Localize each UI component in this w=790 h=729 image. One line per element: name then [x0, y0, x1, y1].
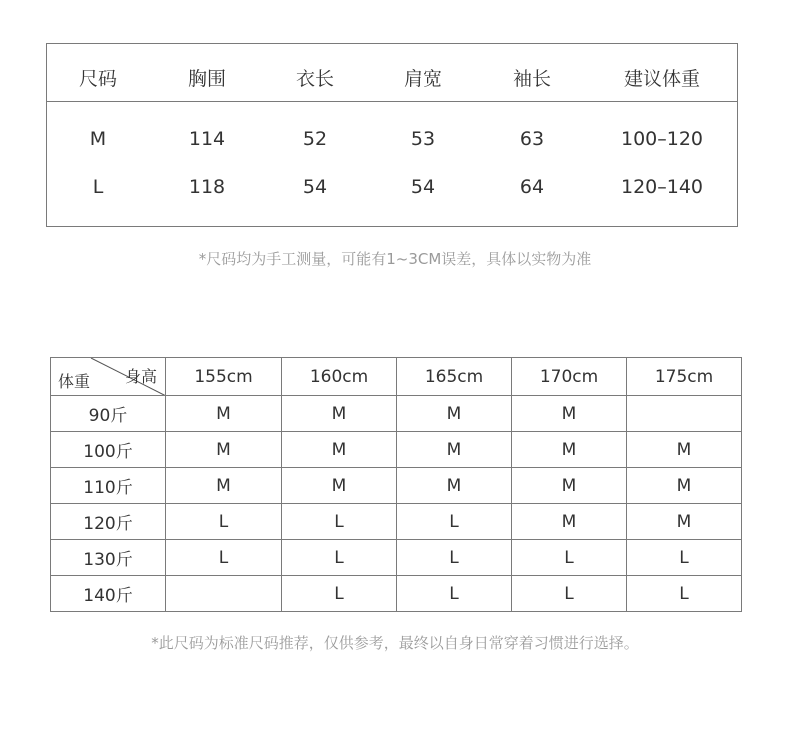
header-weight: 建议体重: [623, 68, 700, 90]
size-recommendation: M: [397, 396, 512, 432]
height-header: 170cm: [512, 358, 627, 396]
size-recommendation: L: [166, 504, 282, 540]
size-recommendation: L: [397, 576, 512, 612]
weight-height-note: *此尺码为标准尺码推荐，仅供参考，最终以自身日常穿着习惯进行选择。: [151, 634, 639, 652]
size-recommendation: L: [397, 504, 512, 540]
weight-row: [51, 432, 742, 468]
size-recommendation: L: [282, 504, 397, 540]
size-recommendation: M: [282, 396, 397, 432]
size-cell: 63: [519, 128, 545, 150]
size-recommendation: L: [627, 576, 742, 612]
size-chart: [46, 43, 738, 227]
size-cell: 114: [188, 128, 226, 150]
size-cell: 52: [302, 128, 328, 150]
corner-weight-label: 体重: [58, 372, 91, 391]
corner-height-label: 身高: [124, 367, 157, 386]
size-cell: 64: [519, 176, 545, 198]
size-recommendation: M: [166, 468, 282, 504]
size-recommendation: M: [627, 468, 742, 504]
size-cell: 54: [410, 176, 436, 198]
height-header: 160cm: [282, 358, 397, 396]
header-size: 尺码: [78, 68, 117, 90]
size-cell: 118: [188, 176, 226, 198]
weight-height-chart: [50, 357, 742, 612]
size-cell: L: [92, 176, 104, 198]
size-recommendation: M: [397, 468, 512, 504]
weight-row: [51, 504, 742, 540]
header-length: 衣长: [295, 68, 334, 90]
weight-label: 100斤: [51, 432, 166, 468]
weight-row: [51, 540, 742, 576]
size-recommendation: M: [627, 432, 742, 468]
size-recommendation: L: [397, 540, 512, 576]
size-recommendation: L: [512, 540, 627, 576]
height-header: 175cm: [627, 358, 742, 396]
height-header: 155cm: [166, 358, 282, 396]
weight-row: [51, 396, 742, 432]
weight-label: 130斤: [51, 540, 166, 576]
header-shoulder: 肩宽: [403, 68, 442, 90]
size-recommendation: M: [512, 504, 627, 540]
size-cell: M: [89, 128, 107, 150]
weight-label: 140斤: [51, 576, 166, 612]
size-recommendation: M: [166, 396, 282, 432]
height-header-row: [51, 358, 742, 396]
size-cell: 54: [302, 176, 328, 198]
weight-label: 120斤: [51, 504, 166, 540]
size-recommendation: M: [627, 504, 742, 540]
size-recommendation: M: [512, 468, 627, 504]
size-recommendation: L: [166, 540, 282, 576]
weight-row: [51, 576, 742, 612]
size-recommendation: M: [512, 396, 627, 432]
size-recommendation: [166, 576, 282, 612]
header-chest: 胸围: [187, 68, 226, 90]
size-recommendation: L: [282, 576, 397, 612]
weight-row: [51, 468, 742, 504]
weight-label: 110斤: [51, 468, 166, 504]
weight-label: 90斤: [51, 396, 166, 432]
size-cell: 100–120: [620, 128, 704, 150]
size-recommendation: M: [282, 432, 397, 468]
size-chart-note: *尺码均为手工测量，可能有1~3CM误差，具体以实物为准: [198, 250, 592, 268]
size-recommendation: L: [282, 540, 397, 576]
size-recommendation: [627, 396, 742, 432]
size-recommendation: M: [397, 432, 512, 468]
corner-cell: [51, 358, 166, 396]
size-cell: 120–140: [620, 176, 704, 198]
height-header: 165cm: [397, 358, 512, 396]
header-sleeve: 袖长: [512, 68, 551, 90]
size-recommendation: M: [282, 468, 397, 504]
size-recommendation: M: [512, 432, 627, 468]
size-recommendation: L: [512, 576, 627, 612]
size-chart-header: [47, 44, 737, 102]
size-cell: 53: [410, 128, 436, 150]
size-recommendation: M: [166, 432, 282, 468]
size-recommendation: L: [627, 540, 742, 576]
